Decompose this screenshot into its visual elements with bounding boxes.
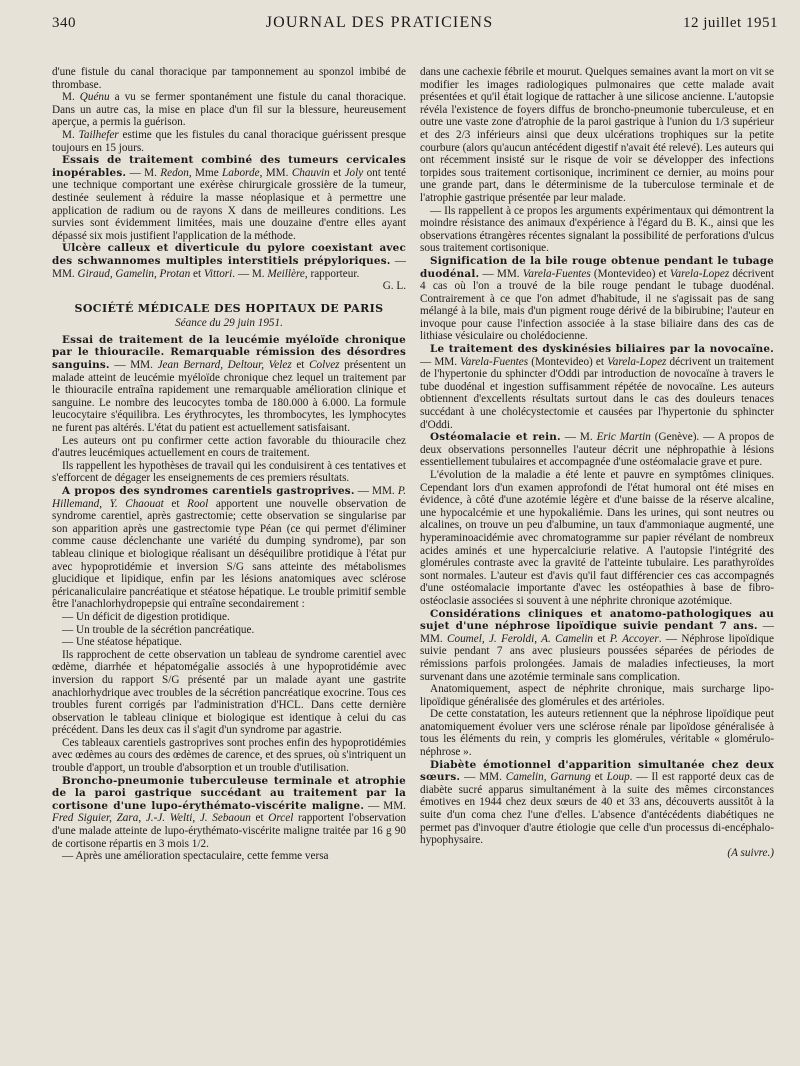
article: Ostéomalacie et rein. — M. Eric Martin (Genève). — A propos de deux observations personnelles l'auteur décrit une néphropathie à lésions essentiellement tubulaires et accompagnée d'une ostéomalacie grave et pure. xyxy=(420,431,774,469)
article-title: Diabète émotionnel d'apparition simultanée chez deux sœurs. xyxy=(420,758,774,784)
section-heading: SOCIÉTÉ MÉDICALE DES HOPITAUX DE PARIS xyxy=(74,301,384,315)
article-title: Considérations cliniques et anatomo-pathologiques au sujet d'une néphrose lipoïdique suivie pendant 7 ans. xyxy=(420,607,774,633)
session-date: Séance du 29 juin 1951. xyxy=(175,317,283,330)
article: Considérations cliniques et anatomo-pathologiques au sujet d'une néphrose lipoïdique suivie pendant 7 ans. — MM. Coumel, J. Feroldi, A. Camelin et P. Accoyer. — Néphrose lipoïdique suivie pendant 7 ans avec plusieurs poussées séparées de périodes de rémissions parfois prolongées. Jamais de maladies infectieuses, la mort survenant dans une azotémie terminale sans complication. xyxy=(420,607,774,683)
paragraph: Les auteurs ont pu confirmer cette action favorable du thiouracile chez d'autres leucémiques actuellement en cours de traitement. xyxy=(52,434,406,460)
article-title: Le traitement des dyskinésies biliaires par la novocaïne. xyxy=(430,343,774,356)
paragraph: De cette constatation, les auteurs retiennent que la néphrose lipoïdique peut anatomiquement évoluer vers une sclérose rénale par lipoïdose généralisée à tous les éléments du rein, y compris les glomérules, véritable « glomérulo-néphrose ». xyxy=(420,708,774,759)
paragraph: dans une cachexie fébrile et mourut. Quelques semaines avant la mort on vit se modifier les images radiologiques pulmonaires que cette malade avait présentées et qu'il était logique de rattacher à une silicose ancienne. L'autopsie révéla l'existence de foyers diffus de broncho-pneumonie tuberculeuse, et en outre une vaste zone d'atrophie de la paroi gastrique à l'union du 1/3 supérieur et des 2/3 inférieurs ainsi que deux ulcérations trophiques sur la petite courbure (alors qu'aucun antécédent digestif n'avait été relevé). Les auteurs qui ont récemment insisté sur le risque de voir se développer des infections torpides sous traitement cortisonique, incriminent ce dernier, au moins pour une grande part, dans le déterminisme de la tuberculose terminale et de l'atrophie gastrique présentée par leur malade. xyxy=(420,66,774,204)
article: Le traitement des dyskinésies biliaires par la novocaïne. — MM. Varela-Fuentes (Montevideo) et Varela-Lopez décrivent un traitement de l'hypertonie du sphincter d'Oddi par introduction de novocaïne à travers le tube duodénal et ingestion suffisamment répétée de novocaïne. Les auteurs obtiennent d'excellents résultats surtout dans le cas des douleurs tenaces succédant à une cholécystectomie et causées par l'hypertonie du sphincter d'Oddi. xyxy=(420,343,774,431)
article-title: Essai de traitement de la leucémie myéloïde chronique par le thiouracile. Remarquable rémission des désordres sanguins. xyxy=(52,333,406,372)
list-item: — Un déficit de digestion protidique. xyxy=(62,610,230,623)
paragraph: d'une fistule du canal thoracique par tamponnement au sponzol imbibé de thrombase. xyxy=(52,66,406,91)
paragraph: Ces tableaux carentiels gastroprives sont proches enfin des hypoprotidémies avec œdèmes au cours des œdèmes de carence, et des sprues, où s'intriquent un trouble d'apport, un trouble d'absorption et un trouble d'utilisation. xyxy=(52,736,406,775)
paragraph: M. Tailhefer estime que les fistules du canal thoracique guérissent presque toujours en 15 jours. xyxy=(52,128,406,154)
article-title: Ostéomalacie et rein. xyxy=(430,431,561,444)
paragraph: Ils rapprochent de cette observation un tableau de syndrome carentiel avec œdème, diarrhée et hépatomégalie associés à une hypoprotidémie avec inversion du rapport S/G présenté par un malade ayant une gastrite anachlorhydrique avec troubles de la sécrétion pancréatique exocrine. Tous ces troubles furent corrigés par l'administration d'HCL. Dans cette dernière observation le tableau clinique et biologique est identique à celui du cas précédent. Dans les deux cas il s'agit d'un syndrome par agastrie. xyxy=(52,648,406,737)
article-title: Broncho-pneumonie tuberculeuse terminale et atrophie de la paroi gastrique succédant au traitement par la cortisone d'une lupo-érythémato-viscérite maligne. xyxy=(52,774,406,812)
article: Diabète émotionnel d'apparition simultanée chez deux sœurs. — MM. Camelin, Garnung et Loup. — Il est rapporté deux cas de diabète sucré apparus simultanément à la suite des mêmes circonstances émotives en 1944 chez deux sœurs de 40 et 33 ans, découverts aussitôt à la suite d'un coma chez l'une d'elles. L'absence d'antécédents diabétiques ne permet pas d'invoquer d'autre étiologie que celle d'un processus di-encéphalo-hypophysaire. xyxy=(420,758,774,847)
list-item: — Une stéatose hépatique. xyxy=(62,636,182,649)
article: Broncho-pneumonie tuberculeuse terminale et atrophie de la paroi gastrique succédant au traitement par la cortisone d'une lupo-érythémato-viscérite maligne. — MM. Fred Siguier, Zara, J.-J. Welti, J. Sebaoun et Orcel rapportent l'observation d'une malade atteinte de lupo-érythémato-viscérite maligne traitée par 16 g 90 de cortisone répartis en 3 mois 1/2. xyxy=(52,774,406,850)
page-header xyxy=(52,14,778,36)
left-column xyxy=(52,66,406,1066)
paragraph: — Ils rappellent à ce propos les arguments expérimentaux qui démontrent la moindre résistance des animaux d'expérience à l'égard du B. K., ainsi que les observations étrangères récentes signalant la possibilité de perforations d'ulcus sous traitement cortisonique. xyxy=(420,204,774,255)
paragraph: L'évolution de la maladie a été lente et pauvre en symptômes cliniques. Cependant lors d'un examen approfondi de l'état humoral ont été mises en évidence, à côté d'une azotémie légère et d'une baisse de la réserve alcaline, une hypocalcémie et une hypokaliémie. Dans les urines, qui sont neutres ou alcalines, on trouve un peu d'albumine, un taux d'ammoniaque augmenté, une hyperaminoacidémie avec chromatogramme sur papier révélant de nombreux acides aminés et une hypercalciurie relative. A l'autopsie l'intégrité des glomérules contraste avec la gravité de l'atteinte tubulaire. Les parathyroïdes sont normales. L'auteur est d'avis qu'il faut différencier ces cas accompagnés d'une ostéomalacie importante d'avec les ostéopathies à base de fibro-ostéoclasie associées si souvent à une néphrite chronique azotémique. xyxy=(420,469,774,607)
right-column xyxy=(420,66,774,1066)
list-item: — Un trouble de la sécrétion pancréatique. xyxy=(62,623,255,636)
article: Signification de la bile rouge obtenue pendant le tubage duodénal. — MM. Varela-Fuentes (Montevideo) et Varela-Lopez décrivent 4 cas où l'on a trouvé de la bile rouge pendant le tubage duodénal. Contrairement à ce que l'on admet d'habitude, il ne s'agissait pas de sang mélangé à la bile, mais d'un pigment rouge dérivé de la bibirubine; l'auteur en invoque pour cause l'infection associée à la stase biliaire dans des cas de lithiase vésiculaire ou cholédocienne. xyxy=(420,254,774,343)
journal-title: JOURNAL DES PRATICIENS xyxy=(265,14,494,31)
article: Ulcère calleux et diverticule du pylore coexistant avec des schwannomes multiples interstitiels prépyloriques. — MM. Giraud, Gamelin, Protan et Vittori. — M. Meillère, rapporteur. xyxy=(52,242,406,280)
paragraph: Anatomiquement, aspect de néphrite chronique, mais surcharge lipo-lipoïdique généralisée des glomérules et des artérioles. xyxy=(420,683,774,708)
paragraph: Ils rappellent les hypothèses de travail qui les conduisirent à ces tentatives et s'efforcent de dégager les enseignements de ces premiers résultats. xyxy=(52,459,406,485)
article-title: Essais de traitement combiné des tumeurs cervicales inopérables. xyxy=(52,154,406,179)
article: Essais de traitement combiné des tumeurs cervicales inopérables. — M. Redon, Mme Laborde, MM. Chauvin et Joly ont tenté une technique comportant une exérèse chirurgicale grossière de la tumeur, destinée seulement à réduire la masse néoplasique et à permettre une application de radium ou de rayons X dans de meilleures conditions. Les survies sont évidemment limitées, mais une douzaine d'entre elles ayant dépassé six mois justifient l'application de la méthode. xyxy=(52,154,406,242)
paragraph: M. Quénu a vu se fermer spontanément une fistule du canal thoracique. Dans un autre cas, la mise en place d'un fil sur la blessure, heureusement aperçue, a permis la guérison. xyxy=(52,91,406,129)
paragraph: — Après une amélioration spectaculaire, cette femme versa xyxy=(62,850,329,863)
signature: G. L. xyxy=(382,280,406,293)
article: Essai de traitement de la leucémie myéloïde chronique par le thiouracile. Remarquable rémission des désordres sanguins. — MM. Jean Bernard, Deltour, Velez et Colvez présentent un malade atteint de leucémie myéloïde chronique chez lequel un traitement par le thiouracile entraîna rapidement une remarquable amélioration clinique et sanguine. Le nombre des leucocytes tomba de 180.000 à 6.000. La formule leucocytaire s'équilibra. Les érythrocytes, les thrombocytes, les lymphocytes ne furent pas altérés. L'état du patient est actuellement satisfaisant. xyxy=(52,333,406,435)
article: A propos des syndromes carentiels gastroprives. — MM. P. Hillemand, Y. Chaouat et Rool apportent une nouvelle observation de syndrome carentiel, après gastrectomie; cette observation se singularise par son apparition après une gastrectomie type Péan (ce qui permet d'éliminer comme cause déclenchante une variété du dumping syndrome), par son tableau clinique et biologique réalisant un déséquilibre protidique à l'état pur avec hypoprotidémie et inversion S/G sans atteinte des métabolismes glucidique et lipidique, enfin par les lésions anatomiques avec sclérose péricanaliculaire pancréatique et stéatose hépatique. Le trouble primitif semble être l'anachlorhydropepsie qui entraîne secondairement : xyxy=(52,485,406,611)
page-number: 340 xyxy=(52,15,76,31)
article-title: Signification de la bile rouge obtenue pendant le tubage duodénal. xyxy=(420,254,774,280)
article-title: A propos des syndromes carentiels gastroprives. xyxy=(62,485,355,497)
continued-note: (A suivre.) xyxy=(727,846,774,859)
article-title: Ulcère calleux et diverticule du pylore coexistant avec des schwannomes multiples interstitiels prépyloriques. xyxy=(52,242,406,267)
issue-date: 12 juillet 1951 xyxy=(682,15,778,31)
